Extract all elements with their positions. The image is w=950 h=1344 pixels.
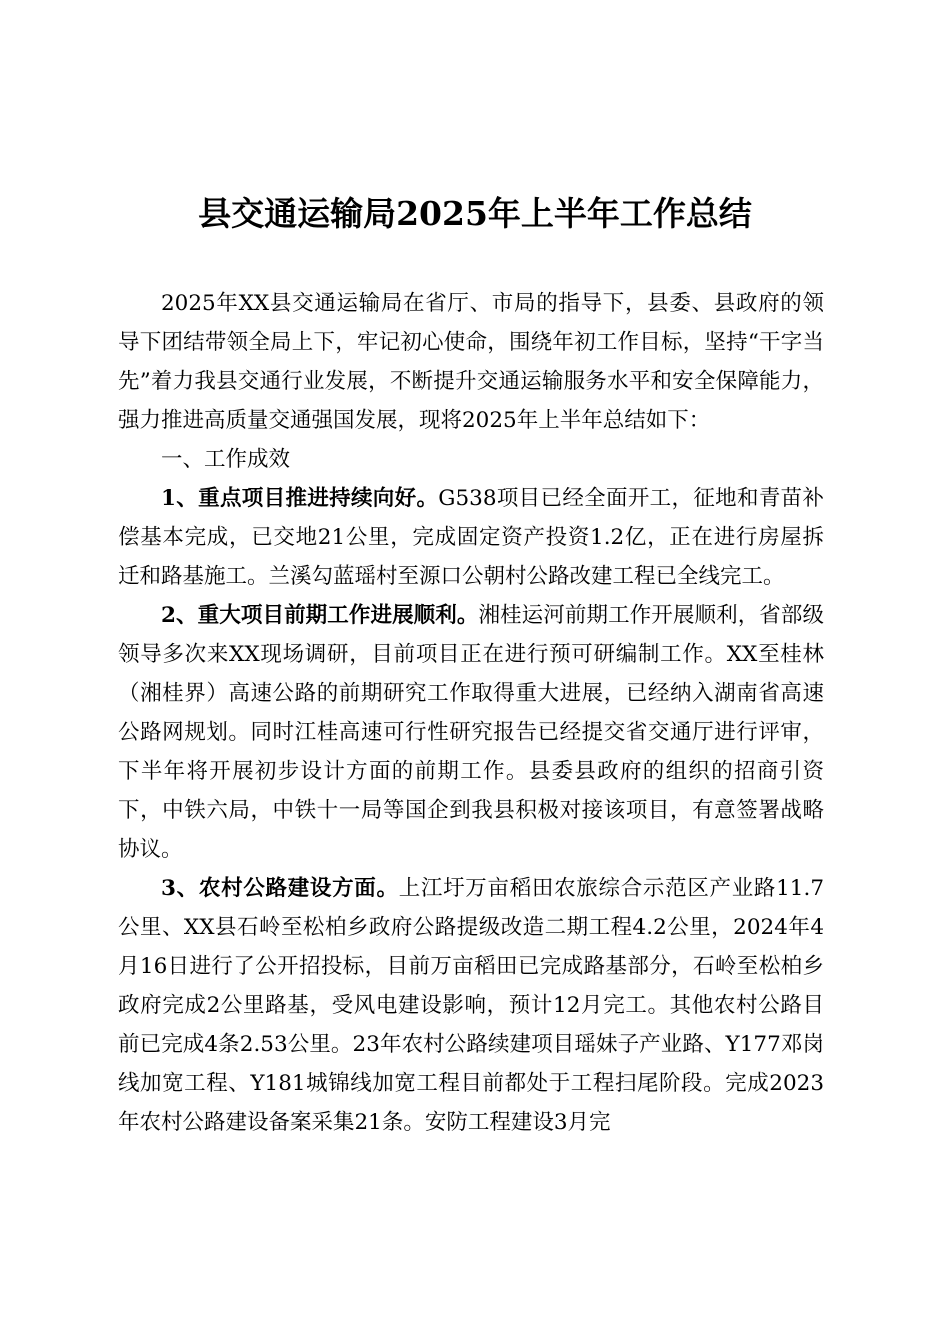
item-paragraph-2 bbox=[118, 596, 824, 869]
item-lead-2: 2、重大项目前期工作进展顺利。 bbox=[161, 603, 479, 628]
item-lead-3: 3、农村公路建设方面。 bbox=[161, 876, 399, 901]
intro-paragraph: 2025年XX县交通运输局在省厅、市局的指导下，县委、县政府的领导下团结带领全局上下，牢记初心使命，围绕年初工作目标，坚持“干字当先”着力我县交通行业发展，不断提升交通运输服务水平和安全保障能力，强力推进高质量交通强国发展，现将2025年上半年总结如下： bbox=[118, 291, 824, 433]
item-lead-1: 1、重点项目推进持续向好。 bbox=[161, 486, 439, 511]
section-heading-achievements: 一、工作成效 bbox=[161, 447, 291, 472]
document-body bbox=[118, 284, 824, 1142]
item-paragraph-3 bbox=[118, 869, 824, 1142]
item-paragraph-1 bbox=[118, 479, 824, 596]
document-title: 县交通运输局2025年上半年工作总结 bbox=[198, 194, 752, 233]
item-text-1: G538项目已经全面开工，征地和青苗补偿基本完成，已交地21公里，完成固定资产投资1.2亿，正在进行房屋拆迁和路基施工。兰溪勾蓝瑶村至源口公朝村公路改建工程已全线完工。 bbox=[118, 486, 824, 589]
item-text-3: 上江圩万亩稻田农旅综合示范区产业路11.7公里、XX县石岭至松柏乡政府公路提级改造二期工程4.2公里，2024年4月16日进行了公开招投标，目前万亩稻田已完成路基部分，石岭至松柏乡政府完成2公里路基，受风电建设影响，预计12月完工。其他农村公路目前已完成4条2.53公里。23年农村公路续建项目瑶妹子产业路、Y177邓岗线加宽工程、Y181城锦线加宽工程目前都处于工程扫尾阶段。完成2023年农村公路建设备案采集21条。安防工程建设3月完 bbox=[118, 876, 824, 1135]
item-text-2: 湘桂运河前期工作开展顺利，省部级领导多次来XX现场调研，目前项目正在进行预可研编制工作。XX至桂林（湘桂界）高速公路的前期研究工作取得重大进展，已经纳入湖南省高速公路网规划。同时江桂高速可行性研究报告已经提交省交通厅进行评审，下半年将开展初步设计方面的前期工作。县委县政府的组织的招商引资下，中铁六局，中铁十一局等国企到我县积极对接该项目，有意签署战略协议。 bbox=[118, 603, 824, 862]
